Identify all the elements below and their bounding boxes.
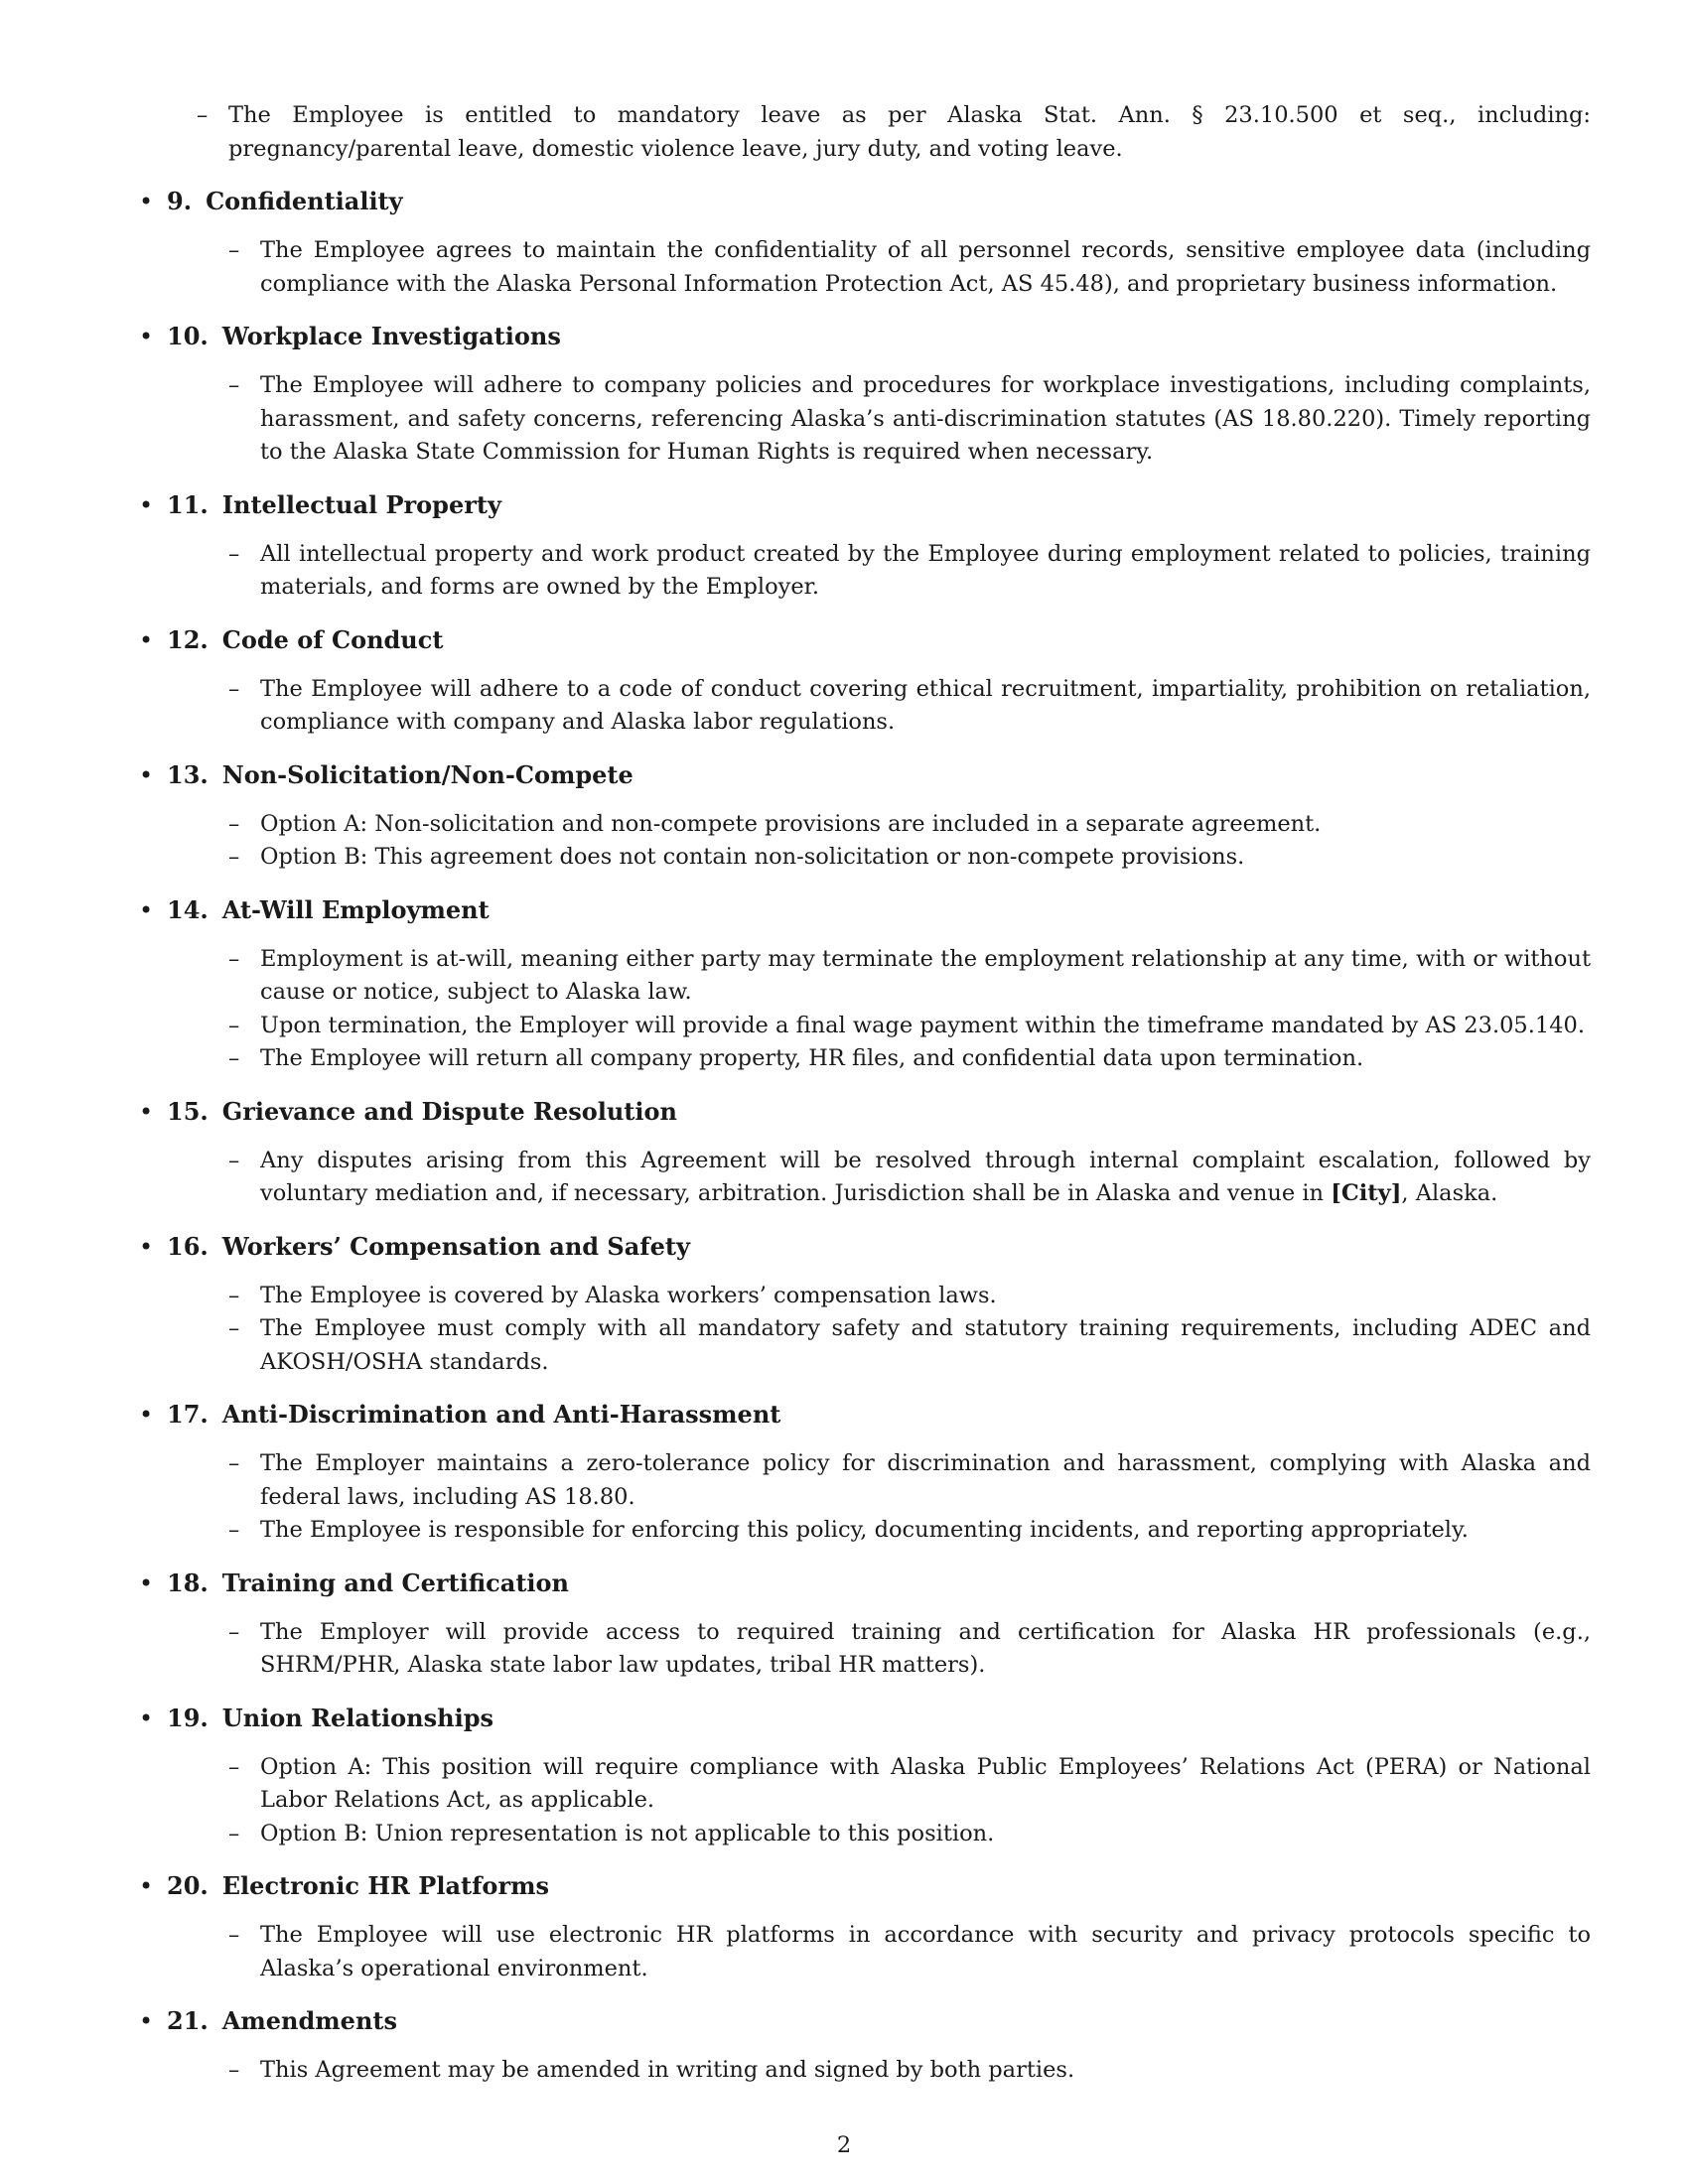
- document-content: [135, 99, 1591, 2107]
- section-title: Training and Certification: [221, 1568, 569, 1597]
- section-heading: [167, 623, 1591, 657]
- bullet-marker: •: [139, 760, 154, 789]
- sub-list: [167, 943, 1591, 1076]
- bullet-marker: •: [139, 490, 154, 519]
- section-title: Workplace Investigations: [221, 322, 561, 350]
- section-16: [135, 1230, 1591, 1380]
- section-title: Code of Conduct: [221, 624, 444, 654]
- dash-marker: –: [228, 1450, 240, 1476]
- sub-item-text: Option A: Non-solicitation and non-compete provisions are included in a separate agreement.: [260, 810, 1322, 837]
- section-15: [135, 1095, 1591, 1211]
- section-title: Workers’ Compensation and Safety: [221, 1231, 690, 1261]
- section-heading: [167, 758, 1591, 792]
- dash-marker: –: [228, 1045, 240, 1071]
- sub-item-text: This Agreement may be amended in writing and signed by both parties.: [260, 2057, 1075, 2083]
- section-heading: [167, 2004, 1591, 2038]
- dash-marker: –: [228, 1618, 240, 1645]
- sub-item-text: The Employee is responsible for enforcing this policy, documenting incidents, and reporting appropriately.: [260, 1517, 1469, 1543]
- dash-marker: –: [228, 1753, 240, 1780]
- section-18: [135, 1567, 1591, 1683]
- sub-item: [167, 369, 1591, 470]
- section-title: Amendments: [221, 2006, 397, 2035]
- bullet-marker: •: [139, 1872, 154, 1900]
- section-10: [135, 320, 1591, 470]
- sub-item: [167, 1042, 1591, 1076]
- bullet-marker: •: [139, 1569, 154, 1597]
- sub-list: [167, 1919, 1591, 1985]
- section-number: 16.: [167, 1231, 209, 1261]
- dash-marker: –: [228, 1147, 240, 1173]
- sub-list: [167, 808, 1591, 875]
- sub-item: [167, 841, 1591, 875]
- sub-item-text: Option A: This position will require compliance with Alaska Public Employees’ Relations Act (PERA) or National Labor Relations Act, as applicable.: [260, 1753, 1591, 1813]
- section-11: [135, 488, 1591, 605]
- section-heading: [167, 1567, 1591, 1600]
- sub-item-text: The Employee agrees to maintain the confidentiality of all personnel records, sensitive employee data (including compliance with the Alaska Personal Information Protection Act, AS 45.48), and proprietary business information.: [260, 237, 1591, 297]
- bullet-marker: •: [139, 1704, 154, 1732]
- sub-item-text: The Employer maintains a zero-tolerance policy for discrimination and harassment, complying with Alaska and federal laws, including AS 18.80.: [260, 1450, 1591, 1510]
- sub-item: [167, 808, 1591, 842]
- section-number: 17.: [167, 1400, 209, 1429]
- sub-item: [167, 1514, 1591, 1548]
- section-heading: [167, 893, 1591, 927]
- sub-item-text: Upon termination, the Employer will provide a final wage payment within the timeframe mandated by AS 23.05.140.: [260, 1012, 1585, 1038]
- section-number: 11.: [167, 489, 209, 519]
- section-heading: [167, 488, 1591, 522]
- section-heading: [167, 185, 1591, 218]
- sub-list: [167, 234, 1591, 301]
- dash-marker: –: [228, 1517, 240, 1543]
- section-number: 21.: [167, 2006, 209, 2035]
- bullet-marker: •: [139, 1097, 154, 1126]
- section-number: 20.: [167, 1871, 209, 1900]
- section-heading: [167, 1869, 1591, 1903]
- sub-item-text: The Employee will adhere to a code of conduct covering ethical recruitment, impartiality, prohibition on retaliation, compliance with company and Alaska labor regulations.: [260, 675, 1591, 735]
- sub-item-text: The Employee must comply with all mandatory safety and statutory training requirements, including ADEC and AKOSH/OSHA standards.: [260, 1315, 1591, 1375]
- sub-item: [135, 99, 1591, 166]
- section-heading: [167, 320, 1591, 353]
- sub-item-text: The Employee will use electronic HR platforms in accordance with security and privacy protocols specific to Alaska’s operational environment.: [260, 1922, 1591, 1981]
- sub-item: [167, 1751, 1591, 1818]
- dash-marker: –: [228, 1922, 240, 1948]
- dash-marker: –: [228, 540, 240, 567]
- sub-list: [167, 1145, 1591, 1211]
- sub-item: [167, 1818, 1591, 1851]
- sub-item-text: The Employee will return all company property, HR files, and confidential data upon termination.: [260, 1045, 1364, 1071]
- section-9: [135, 185, 1591, 301]
- sub-item-text: The Employee is entitled to mandatory leave as per Alaska Stat. Ann. § 23.10.500 et seq., including: pregnancy/parental leave, domestic violence leave, jury duty, and voting leave.: [228, 102, 1591, 162]
- section-list: [135, 185, 1591, 2088]
- section-number: 13.: [167, 759, 209, 789]
- dash-marker: –: [228, 675, 240, 702]
- bullet-marker: •: [139, 625, 154, 654]
- section-title: Confidentiality: [206, 187, 403, 215]
- sub-list: [167, 1616, 1591, 1683]
- sub-item-text: The Employee will adhere to company policies and procedures for workplace investigations, including complaints, harassment, and safety concerns, referencing Alaska’s anti-discrimination statutes (AS 18.80.220). Timely reporting to the Alaska State Commission for Human Rights is required when necessary.: [260, 372, 1591, 465]
- sub-item: [167, 1280, 1591, 1313]
- section-title: Non-Solicitation/Non-Compete: [221, 759, 633, 789]
- dash-marker: –: [228, 237, 240, 263]
- bullet-marker: •: [139, 323, 154, 350]
- sub-item-text: All intellectual property and work product created by the Employee during employment related to policies, training materials, and forms are owned by the Employer.: [260, 540, 1591, 600]
- dash-marker: –: [228, 1282, 240, 1308]
- sub-item: [167, 943, 1591, 1010]
- section-title: At-Will Employment: [221, 894, 490, 924]
- sub-item-text: The Employee is covered by Alaska workers’ compensation laws.: [260, 1282, 997, 1308]
- dash-marker: –: [228, 372, 240, 398]
- section-14: [135, 893, 1591, 1076]
- bullet-marker: •: [139, 895, 154, 924]
- section-20: [135, 1869, 1591, 1985]
- section-number: 9.: [167, 187, 193, 215]
- sub-item-text: Employment is at-will, meaning either party may terminate the employment relationship at any time, with or without cause or notice, subject to Alaska law.: [260, 945, 1591, 1005]
- bullet-marker: •: [139, 1232, 154, 1261]
- sub-item: [167, 538, 1591, 605]
- section-21: [135, 2004, 1591, 2088]
- section-title: Union Relationships: [221, 1703, 493, 1732]
- dash-marker: –: [228, 1012, 240, 1038]
- bullet-marker: •: [139, 188, 154, 215]
- sub-item: [167, 1919, 1591, 1985]
- sub-item: [167, 234, 1591, 301]
- dash-marker: –: [228, 945, 240, 972]
- dash-marker: –: [228, 1820, 240, 1846]
- page-number: 2: [836, 2132, 852, 2158]
- section-number: 15.: [167, 1096, 209, 1126]
- section-heading: [167, 1095, 1591, 1129]
- section-number: 12.: [167, 624, 209, 654]
- sub-item: [167, 1145, 1591, 1211]
- sub-list: [167, 538, 1591, 605]
- sub-item: [167, 1312, 1591, 1379]
- section-17: [135, 1398, 1591, 1548]
- dash-marker: –: [228, 844, 240, 870]
- sub-list: [167, 1751, 1591, 1851]
- section-heading: [167, 1398, 1591, 1432]
- sub-list: [167, 1447, 1591, 1548]
- section-19: [135, 1702, 1591, 1851]
- section-number: 10.: [167, 322, 209, 350]
- section-title: Intellectual Property: [221, 489, 501, 519]
- dash-marker: –: [228, 1315, 240, 1341]
- section-number: 18.: [167, 1568, 209, 1597]
- sub-item-text: The Employer will provide access to required training and certification for Alaska HR professionals (e.g., SHRM/PHR, Alaska state labor law updates, tribal HR matters).: [260, 1618, 1591, 1678]
- bullet-marker: •: [139, 1401, 154, 1429]
- bullet-marker: •: [139, 2007, 154, 2035]
- dash-marker: –: [228, 2057, 240, 2083]
- section-number: 14.: [167, 894, 209, 924]
- intro-sub-list: [135, 99, 1591, 166]
- sub-item: [167, 1447, 1591, 1514]
- sub-item-text: Option B: Union representation is not applicable to this position.: [260, 1820, 995, 1846]
- section-heading: [167, 1702, 1591, 1735]
- sub-item: [167, 673, 1591, 740]
- section-title: Electronic HR Platforms: [221, 1871, 549, 1900]
- section-13: [135, 758, 1591, 875]
- sub-item-text: Any disputes arising from this Agreement will be resolved through internal complaint escalation, followed by voluntary mediation and, if necessary, arbitration. Jurisdiction shall be in Alaska and venue in [City], Alaska.: [260, 1147, 1591, 1206]
- section-number: 19.: [167, 1703, 209, 1732]
- section-title: Anti-Discrimination and Anti-Harassment: [221, 1400, 781, 1429]
- sub-item: [167, 2054, 1591, 2088]
- section-title: Grievance and Dispute Resolution: [221, 1096, 677, 1126]
- dash-marker: –: [197, 102, 209, 128]
- sub-item-text: Option B: This agreement does not contain non-solicitation or non-compete provisions.: [260, 844, 1245, 870]
- sub-item: [167, 1010, 1591, 1043]
- sub-list: [167, 369, 1591, 470]
- sub-list: [167, 673, 1591, 740]
- sub-item: [167, 1616, 1591, 1683]
- bold-term: [City]: [1331, 1180, 1402, 1206]
- sub-list: [167, 1280, 1591, 1380]
- dash-marker: –: [228, 810, 240, 837]
- section-12: [135, 623, 1591, 740]
- section-heading: [167, 1230, 1591, 1264]
- sub-list: [167, 2054, 1591, 2088]
